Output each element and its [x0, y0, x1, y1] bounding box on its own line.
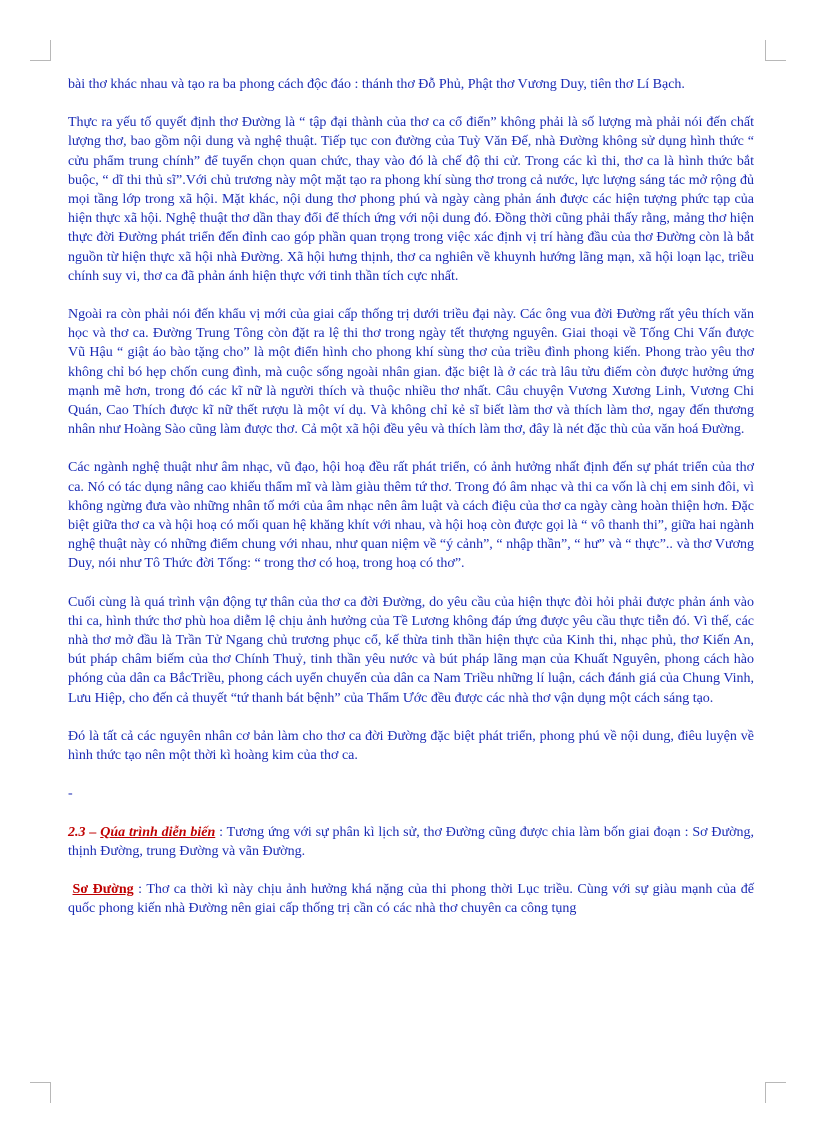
section-number: 2.3 –: [68, 824, 97, 840]
paragraph: Đó là tất cả các nguyên nhân cơ bản làm cho thơ ca đời Đường đặc biệt phát triển, phong phú về nội dung, điêu luyện về hình thức tạo nên một thời kì hoàng kim của thơ ca.: [68, 728, 754, 764]
crop-mark-top-left: [30, 40, 51, 61]
crop-mark-bottom-left: [30, 1082, 51, 1103]
paragraph: Các ngành nghệ thuật như âm nhạc, vũ đạo, hội hoạ đều rất phát triển, có ảnh hưởng nhất định đến sự phát triển của thơ ca. Nó có tác dụng nâng cao khiếu thẩm mĩ và làm giàu thêm tứ thơ. Trong đó âm nhạc và thi ca vốn là chị em sinh đôi, vì không ngừng đưa vào những nhân tố mới của âm nhạc nên âm luật và cách điệu của thơ ca ngày càng hoàn thiện hơn. Đặc biệt giữa thơ ca và hội hoạ có mối quan hệ khăng khít với nhau, và hội hoạ còn được gọi là “ vô thanh thi”, giữa hai ngành nghệ thuật này có những điểm chung với nhau, như quan niệm về “ý cảnh”, “ nhập thần”, “ hư” và “ thực”.. và thơ Vương Duy, nói như Tô Thức đời Tống: “ trong thơ có hoạ, trong hoạ có thơ”.: [68, 460, 754, 572]
section-paragraph: [68, 823, 754, 861]
crop-mark-bottom-right: [765, 1082, 786, 1103]
paragraph: Thực ra yếu tố quyết định thơ Đường là “ tập đại thành của thơ ca cổ điển” không phải là số lượng mà phải nói đến chất lượng thơ, bao gồm nội dung và nghệ thuật. Tiếp tục con đường của Tuỳ Văn Đế, nhà Đường không sử dụng hình thức “ cửu phẩm trung chính” để tuyển chọn quan chức, thay vào đó là chế độ thi cử. Trong các kì thi, thơ ca là hình thức bắt buộc, “ dĩ thi thủ sĩ”.Với chủ trương này một mặt tạo ra phong khí sùng thơ trong cả nước, lực lượng sáng tác mở rộng đủ mọi tầng lớp trong xã hội. Mặt khác, nội dung thơ phong phú và ngày càng phản ánh được các hiện tượng phức tạp của hiện thực xã hội. Nghệ thuật thơ dần thay đổi để thích ứng với nội dung đó. Đồng thời cũng phải thấy rằng, mảng thơ hiện thực đời Đường phát triển đến đỉnh cao góp phần quan trọng trong việc xác định vị trí hàng đầu của thơ Đường còn là bắt nguồn từ hiện thực xã hội nhà Đường. Xã hội hưng thịnh, thơ ca nghiên về khuynh hướng lãng mạn, xã hội loạn lạc, triều chính suy vi, thơ ca đã phản ánh hiện thực với tinh thần tích cực nhất.: [68, 115, 754, 284]
section-title: Qúa trình diễn biến: [100, 824, 216, 840]
period-paragraph: [68, 880, 754, 918]
period-label: Sơ Đường: [72, 881, 134, 897]
dash-separator: -: [68, 786, 73, 802]
paragraph: Cuối cùng là quá trình vận động tự thân của thơ ca đời Đường, do yêu cầu của hiện thực đòi hỏi phải được phản ánh vào thi ca, hình thức thơ phù hoa diễm lệ chịu ảnh hưởng của Tề Lương không đáp ứng được yêu cầu thực tiễn đó. Vì thế, các nhà thơ mở đầu là Trần Tử Ngang chủ trương phục cổ, kế thừa tinh thần hiện thực của Kinh thi, nhạc phủ, thơ Kiến An, bút pháp châm biếm của thơ Chính Thuỷ, tinh thần yêu nước và bút pháp lãng mạn của Khuất Nguyên, phong cách hào phóng của dân ca BắcTriều, phong cách uyển chuyển của dân ca Nam Triều những lí luận, cách đánh giá của Chung Vinh, Lưu Hiệp, cho đến cả thuyết “tứ thanh bát bệnh” của Thẩm Ước đều được các nhà thơ vận dụng một cách sáng tạo.: [68, 594, 754, 706]
paragraph: bài thơ khác nhau và tạo ra ba phong cách độc đáo : thánh thơ Đỗ Phủ, Phật thơ Vương Duy, tiên thơ Lí Bạch.: [68, 77, 685, 92]
period-text: : Thơ ca thời kì này chịu ảnh hưởng khá nặng của thi phong thời Lục triều. Cùng với sự giàu mạnh của đế quốc phong kiến nhà Đường nên giai cấp thống trị cần có các nhà thơ chuyên ca công tụng: [68, 881, 755, 917]
section-text: : Tương ứng với sự phân kì lịch sử, thơ Đường cũng được chia làm bốn giai đoạn : Sơ Đường, thịnh Đường, trung Đường và vãn Đường.: [68, 824, 754, 859]
crop-mark-top-right: [765, 40, 786, 61]
paragraph: Ngoài ra còn phải nói đến khẩu vị mới của giai cấp thống trị dưới triều đại này. Các ông vua đời Đường rất yêu thích văn học và thơ ca. Đường Trung Tông còn đặt ra lệ thi thơ trong ngày tết thượng nguyên. Giai thoại về Tống Chi Vấn được Vũ Hậu “ giật áo bào tặng cho” là một điển hình cho phong khí sùng thơ của triều đình phong kiến. Phong trào yêu thơ không chỉ bó hẹp chốn cung đình, mà cuộc sống ngoài nhân gian. đặc biệt là ở các trà lâu tửu điếm còn được hưởng ứng mạnh mẽ hơn, trong đó các kĩ nữ là người thích và thuộc nhiều thơ nhất. Câu chuyện Vương Xương Linh, Vương Chi Quán, Cao Thích được kĩ nữ thết rượu là một ví dụ. Và không chỉ kẻ sĩ biết làm thơ và thích làm thơ, ngay đến thương nhân như Hoàng Sào cũng làm được thơ. Cả một xã hội đều yêu và thích làm thơ, đây là nét đặc thù của văn hoá Đường.: [68, 307, 754, 438]
document-body: [68, 75, 754, 937]
